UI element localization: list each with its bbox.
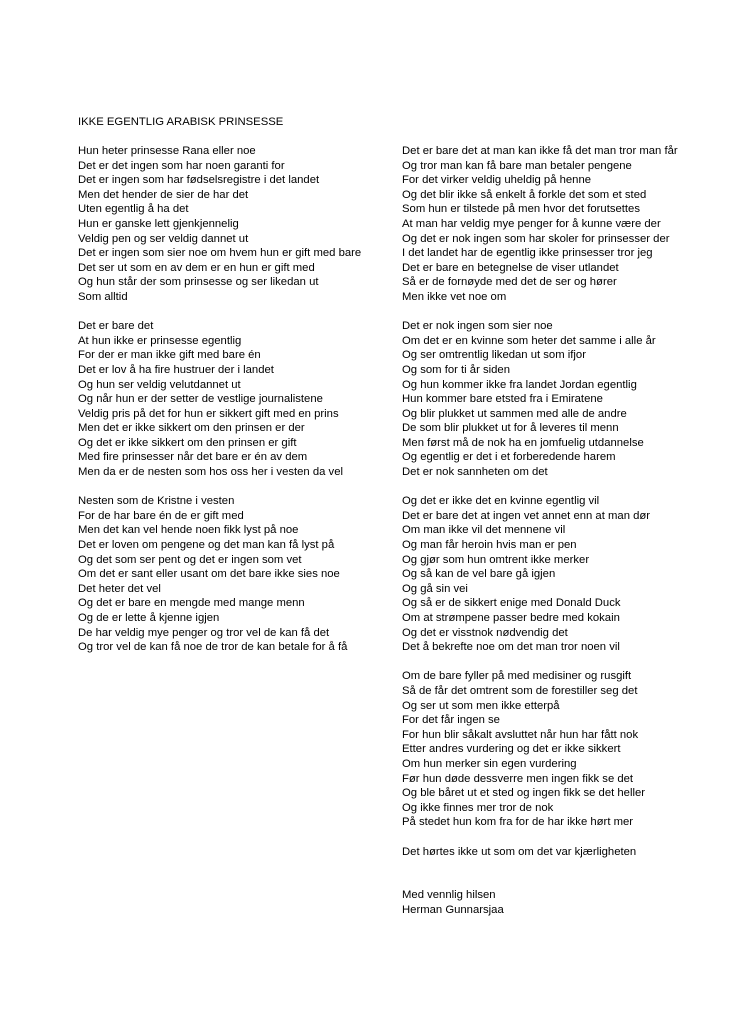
- poem-line: Som hun er tilstede på men hvor det forutsettes: [402, 203, 640, 216]
- poem-line: Og så er de sikkert enige med Donald Duck: [402, 597, 621, 610]
- stanza: [402, 144, 702, 305]
- poem-line: Og ser ut som men ikke etterpå: [402, 699, 560, 712]
- poem-line: Og man får heroin hvis man er pen: [402, 539, 577, 552]
- poem-line: Og det er nok ingen som har skoler for prinsesser der: [402, 232, 670, 245]
- poem-line: Men først må de nok ha en jomfuelig utdannelse: [402, 436, 644, 449]
- poem-line: Hun heter prinsesse Rana eller noe: [78, 145, 256, 157]
- poem-line: Og de er lette å kjenne igjen: [78, 612, 220, 624]
- poem-line: Om hun merker sin egen vurdering: [402, 757, 577, 770]
- poem-line: At man har veldig mye penger for å kunne være der: [402, 217, 661, 230]
- poem-line: Om man ikke vil det mennene vil: [402, 524, 566, 537]
- stanza: [78, 144, 378, 305]
- poem-line: Det er bare det: [78, 320, 154, 333]
- poem-line: Og gå sin vei: [402, 582, 468, 595]
- poem-line: Nesten som de Kristne i vesten: [78, 495, 235, 508]
- poem-line: Men det er ikke sikkert om den prinsen er der: [78, 422, 305, 435]
- poem-line: Det er ingen som sier noe om hvem hun er gift med bare: [78, 247, 362, 260]
- poem-line: Og egentlig er det i et forberedende harem: [402, 451, 616, 464]
- poem-line: Det er loven om pengene og det man kan få lyst på: [78, 539, 335, 552]
- left-column: [78, 144, 378, 669]
- signoff: [402, 888, 702, 917]
- signoff-name: Herman Gunnarsjaa: [402, 903, 504, 916]
- poem-line: For der er man ikke gift med bare én: [78, 349, 261, 362]
- poem-line: Veldig pen og ser veldig dannet ut: [78, 232, 249, 245]
- poem-line: Og det er ikke det en kvinne egentlig vil: [402, 495, 600, 508]
- stanza: [402, 494, 702, 655]
- poem-line: At hun ikke er prinsesse egentlig: [78, 334, 242, 347]
- poem-line: Det ser ut som en av dem er en hun er gift med: [78, 261, 315, 274]
- poem-line: Etter andres vurdering og det er ikke sikkert: [402, 743, 621, 756]
- poem-line: Så er de fornøyde med det de ser og hører: [402, 276, 617, 289]
- stanza: [78, 319, 378, 480]
- poem-line: De som blir plukket ut for å leveres til menn: [402, 422, 619, 435]
- stanza: [78, 494, 378, 655]
- stanza: [402, 669, 702, 830]
- poem-line: Og det er ikke sikkert om den prinsen er gift: [78, 436, 297, 449]
- poem-line: Det heter det vel: [78, 582, 161, 595]
- poem-line: Det er lov å ha fire hustruer der i landet: [78, 363, 274, 376]
- poem-line: Om at strømpene passer bedre med kokain: [402, 612, 620, 624]
- poem-line: For de har bare én de er gift med: [78, 509, 244, 522]
- poem-line: Om det er en kvinne som heter det samme i alle år: [402, 334, 656, 347]
- poem-line: For det virker veldig uheldig på henne: [402, 174, 592, 187]
- poem-line: Det er ingen som har fødselsregistre i det landet: [78, 174, 320, 187]
- poem-line: Som alltid: [78, 290, 128, 303]
- poem-line: Det er nok sannheten om det: [402, 466, 548, 479]
- poem-line: I det landet har de egentlig ikke prinsesser tror jeg: [402, 247, 653, 260]
- poem-line: Det er bare det at man kan ikke få det man tror man får: [402, 145, 678, 157]
- poem-line: Men ikke vet noe om: [402, 290, 507, 303]
- poem-line: Hun kommer bare etsted fra i Emiratene: [402, 393, 603, 406]
- poem-line: Med fire prinsesser når det bare er én av dem: [78, 451, 308, 464]
- poem-line: For det får ingen se: [402, 714, 500, 727]
- poem-line: Og det er bare en mengde med mange menn: [78, 597, 305, 610]
- poem-line: Men da er de nesten som hos oss her i vesten da vel: [78, 466, 343, 479]
- poem-line: Og hun ser veldig velutdannet ut: [78, 378, 241, 391]
- poem-line: Og når hun er der setter de vestlige journalistene: [78, 393, 323, 406]
- poem-line: For hun blir såkalt avsluttet når hun har fått nok: [402, 728, 639, 741]
- poem-line: Om de bare fyller på med medisiner og rusgift: [402, 670, 632, 683]
- poem-line: Og ble båret ut et sted og ingen fikk se det heller: [402, 787, 646, 800]
- poem-line: Det er bare det at ingen vet annet enn at man dør: [402, 509, 651, 522]
- poem-line: Og hun kommer ikke fra landet Jordan egentlig: [402, 378, 637, 391]
- poem-line: Og ser omtrentlig likedan ut som ifjor: [402, 349, 586, 362]
- right-column: [402, 144, 702, 917]
- poem-line: Det er bare en betegnelse de viser utlandet: [402, 261, 619, 274]
- poem-line: Og hun står der som prinsesse og ser likedan ut: [78, 276, 319, 289]
- poem-line: Det hørtes ikke ut som om det var kjærligheten: [402, 845, 637, 858]
- poem-title: IKKE EGENTLIG ARABISK PRINSESSE: [78, 116, 284, 128]
- poem-line: Og blir plukket ut sammen med alle de andre: [402, 407, 627, 420]
- poem-line: Og gjør som hun omtrent ikke merker: [402, 553, 590, 566]
- poem-line: Før hun døde dessverre men ingen fikk se det: [402, 772, 634, 785]
- poem-line: Og tror man kan få bare man betaler pengene: [402, 159, 632, 172]
- poem-line: Så de får det omtrent som de forestiller seg det: [402, 684, 638, 697]
- poem-line: Men det hender de sier de har det: [78, 188, 249, 201]
- poem-line: Om det er sant eller usant om det bare ikke sies noe: [78, 568, 340, 581]
- poem-line: Og det er visstnok nødvendig det: [402, 626, 568, 639]
- poem-line: Og som for ti år siden: [402, 363, 510, 376]
- poem-line: Det å bekrefte noe om det man tror noen vil: [402, 641, 620, 654]
- poem-line: Det er det ingen som har noen garanti for: [78, 159, 285, 172]
- poem-line: Og tror vel de kan få noe de tror de kan betale for å få: [78, 641, 348, 654]
- poem-line: Hun er ganske lett gjenkjennelig: [78, 217, 239, 230]
- poem-line: Men det kan vel hende noen fikk lyst på noe: [78, 524, 299, 537]
- poem-line: Veldig pris på det for hun er sikkert gift med en prins: [78, 407, 339, 420]
- signoff-greeting: Med vennlig hilsen: [402, 889, 496, 902]
- stanza: [402, 845, 702, 860]
- poem-line: De har veldig mye penger og tror vel de kan få det: [78, 626, 330, 639]
- poem-line: På stedet hun kom fra for de har ikke hørt mer: [402, 816, 634, 829]
- right-stanzas: [402, 144, 702, 859]
- poem-line: Uten egentlig å ha det: [78, 203, 189, 216]
- stanza: [402, 319, 702, 480]
- poem-line: Og det blir ikke så enkelt å forkle det som et sted: [402, 188, 647, 201]
- poem-line: Og det som ser pent og det er ingen som vet: [78, 553, 302, 566]
- poem-line: Det er nok ingen som sier noe: [402, 320, 553, 333]
- poem-line: Og ikke finnes mer tror de nok: [402, 801, 554, 814]
- poem-line: Og så kan de vel bare gå igjen: [402, 568, 556, 581]
